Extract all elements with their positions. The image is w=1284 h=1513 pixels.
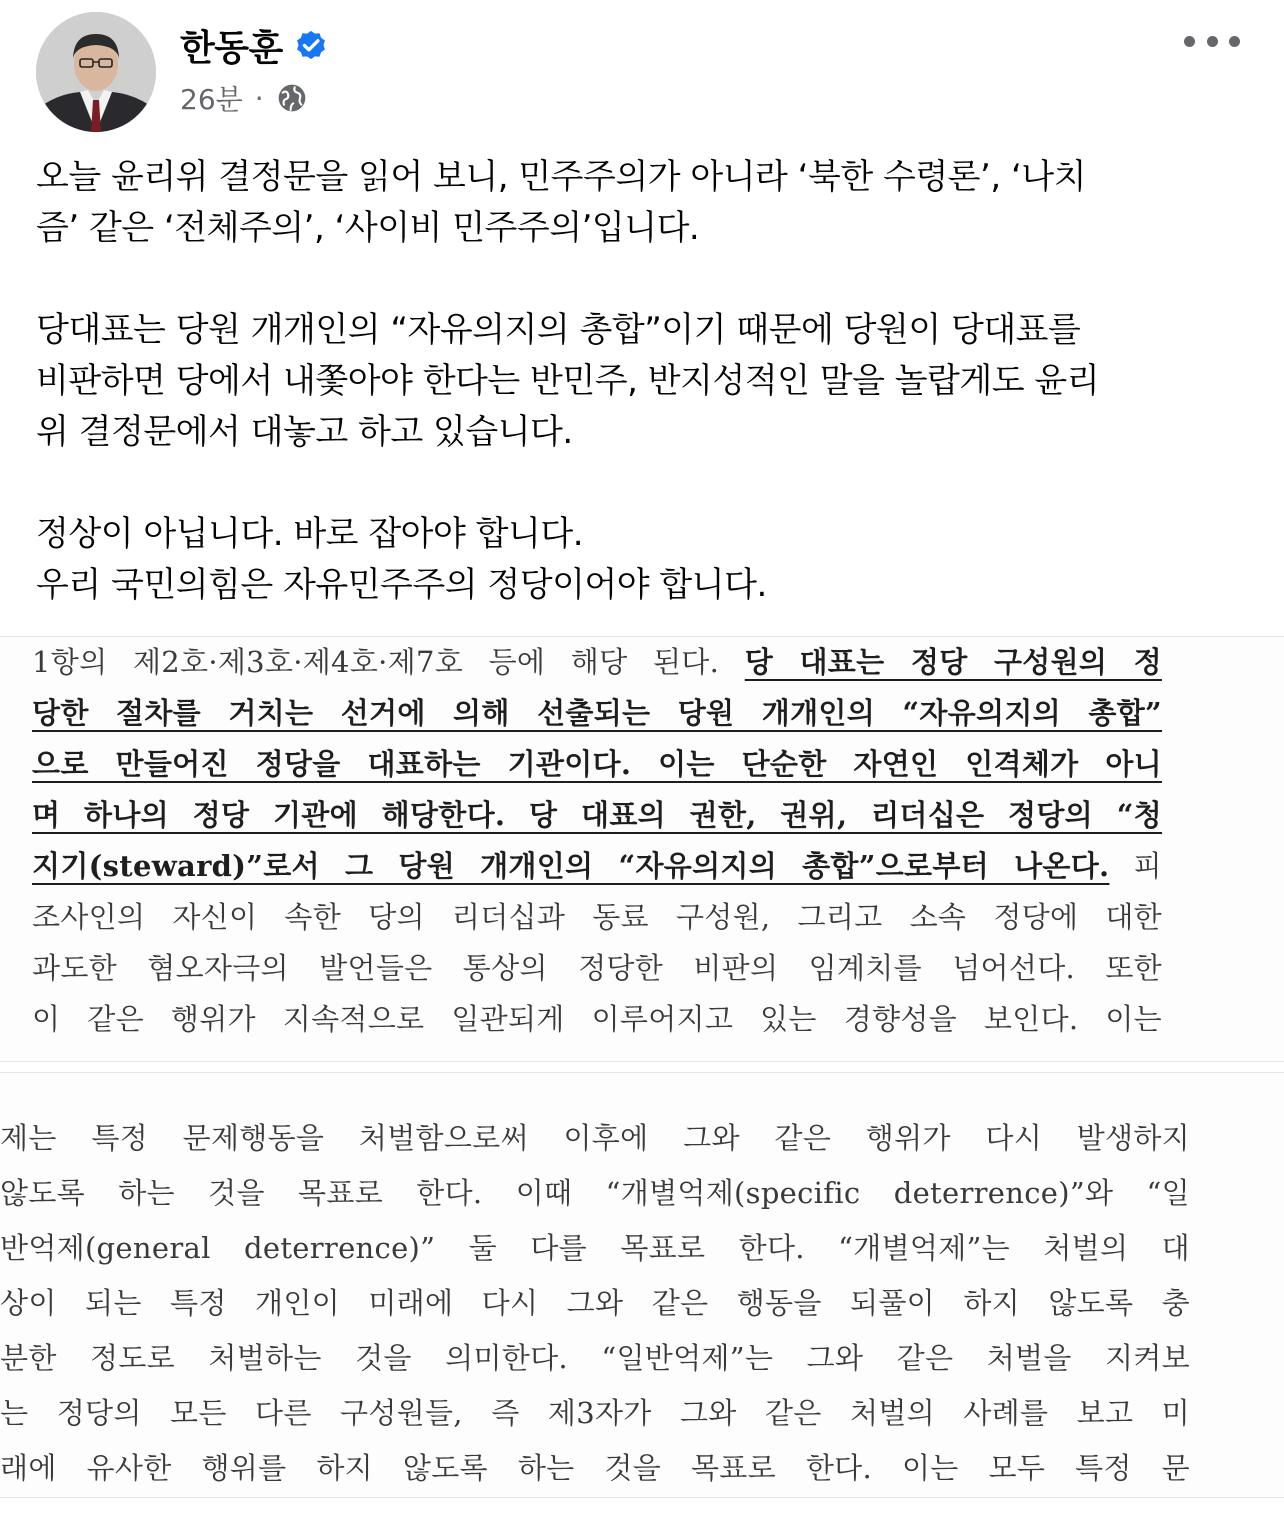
doc-underlined-text: 당한 절차를 거치는 선거에 의해 선출되는 당원 개개인의 “자유의지의 총합” — [32, 696, 1162, 730]
post-line: 비판하면 당에서 내쫓아야 한다는 반민주, 반지성적인 말을 놀랍게도 윤리 — [36, 361, 1100, 401]
doc-line — [32, 841, 1162, 891]
doc-line: 분한 정도로 처벌하는 것을 의미한다. “일반억제”는 그와 같은 처벌을 지켜보 — [0, 1341, 1190, 1375]
doc-line: 는 정당의 모든 다른 구성원들, 즉 제3자가 그와 같은 처벌의 사례를 보고 미 — [0, 1396, 1190, 1430]
more-options-button[interactable] — [1184, 26, 1240, 56]
doc-line — [32, 637, 1162, 687]
author-name[interactable]: 한동훈 — [180, 27, 283, 69]
post-meta — [180, 78, 308, 118]
post-paragraph — [36, 509, 1256, 611]
doc-underlined-text: 으로 만들어진 정당을 대표하는 기관이다. 이는 단순한 자연인 인격체가 아니 — [32, 747, 1162, 781]
post-line: 위 결정문에서 대놓고 하고 있습니다. — [36, 412, 573, 452]
post-line: 정상이 아닙니다. 바로 잡아야 합니다. — [36, 514, 584, 554]
doc-line — [32, 688, 1162, 738]
doc-line: 반억제(general deterrence)” 둘 다를 목표로 한다. “개별억제”는 처벌의 대 — [0, 1231, 1190, 1265]
more-dot-icon — [1207, 36, 1218, 47]
doc-line: 않도록 하는 것을 목표로 한다. 이때 “개별억제(specific deterrence)”와 “일 — [0, 1176, 1190, 1210]
more-dot-icon — [1184, 36, 1195, 47]
post-body — [36, 152, 1256, 611]
doc-text: 피 — [1133, 849, 1162, 883]
meta-separator: · — [254, 81, 264, 115]
doc-line — [32, 739, 1162, 789]
post-line: 오늘 윤리위 결정문을 읽어 보니, 민주주의가 아니라 ‘북한 수령론’, ‘나치 — [36, 157, 1086, 197]
globe-icon — [276, 82, 308, 114]
doc-underlined-text: 며 하나의 정당 기관에 해당한다. 당 대표의 권한, 권위, 리더십은 정당의 “청 — [32, 798, 1162, 832]
doc-line: 이 같은 행위가 지속적으로 일관되게 이루어지고 있는 경향성을 보인다. 이는 — [32, 1002, 1162, 1036]
post-line: 즘’ 같은 ‘전체주의’, ‘사이비 민주주의’입니다. — [36, 208, 700, 248]
avatar[interactable] — [36, 12, 156, 132]
post-paragraph — [36, 305, 1256, 458]
doc-line: 래에 유사한 행위를 하지 않도록 하는 것을 목표로 한다. 이는 모두 특정 문 — [0, 1451, 1190, 1485]
post-paragraph — [36, 152, 1256, 254]
doc-underlined-text: 지기(steward)”로서 그 당원 개개인의 “자유의지의 총합”으로부터 나온다. — [32, 849, 1110, 883]
more-dot-icon — [1229, 36, 1240, 47]
document-image-1[interactable] — [0, 636, 1284, 1062]
verified-badge-icon — [293, 27, 329, 63]
profile-photo — [36, 12, 156, 132]
author-row — [180, 20, 329, 70]
post-line: 우리 국민의힘은 자유민주주의 정당이어야 합니다. — [36, 565, 767, 605]
document-image-2[interactable] — [0, 1072, 1284, 1498]
doc-text: 1항의 제2호·제3호·제4호·제7호 등에 해당 된다. — [32, 645, 720, 679]
doc-line: 조사인의 자신이 속한 당의 리더십과 동료 구성원, 그리고 소속 정당에 대한 — [32, 900, 1162, 934]
post-header — [0, 0, 1284, 140]
doc-line — [32, 790, 1162, 840]
doc-line: 제는 특정 문제행동을 처벌함으로써 이후에 그와 같은 행위가 다시 발생하지 — [0, 1121, 1190, 1155]
doc-line: 과도한 혐오자극의 발언들은 통상의 정당한 비판의 임계치를 넘어선다. 또한 — [32, 951, 1162, 985]
post-time[interactable]: 26분 — [180, 83, 243, 116]
doc-line: 상이 되는 특정 개인이 미래에 다시 그와 같은 행동을 되풀이 하지 않도록 충 — [0, 1286, 1190, 1320]
post-line: 당대표는 당원 개개인의 “자유의지의 총합”이기 때문에 당원이 당대표를 — [36, 310, 1081, 350]
doc-underlined-text: 당 대표는 정당 구성원의 정 — [744, 645, 1162, 679]
